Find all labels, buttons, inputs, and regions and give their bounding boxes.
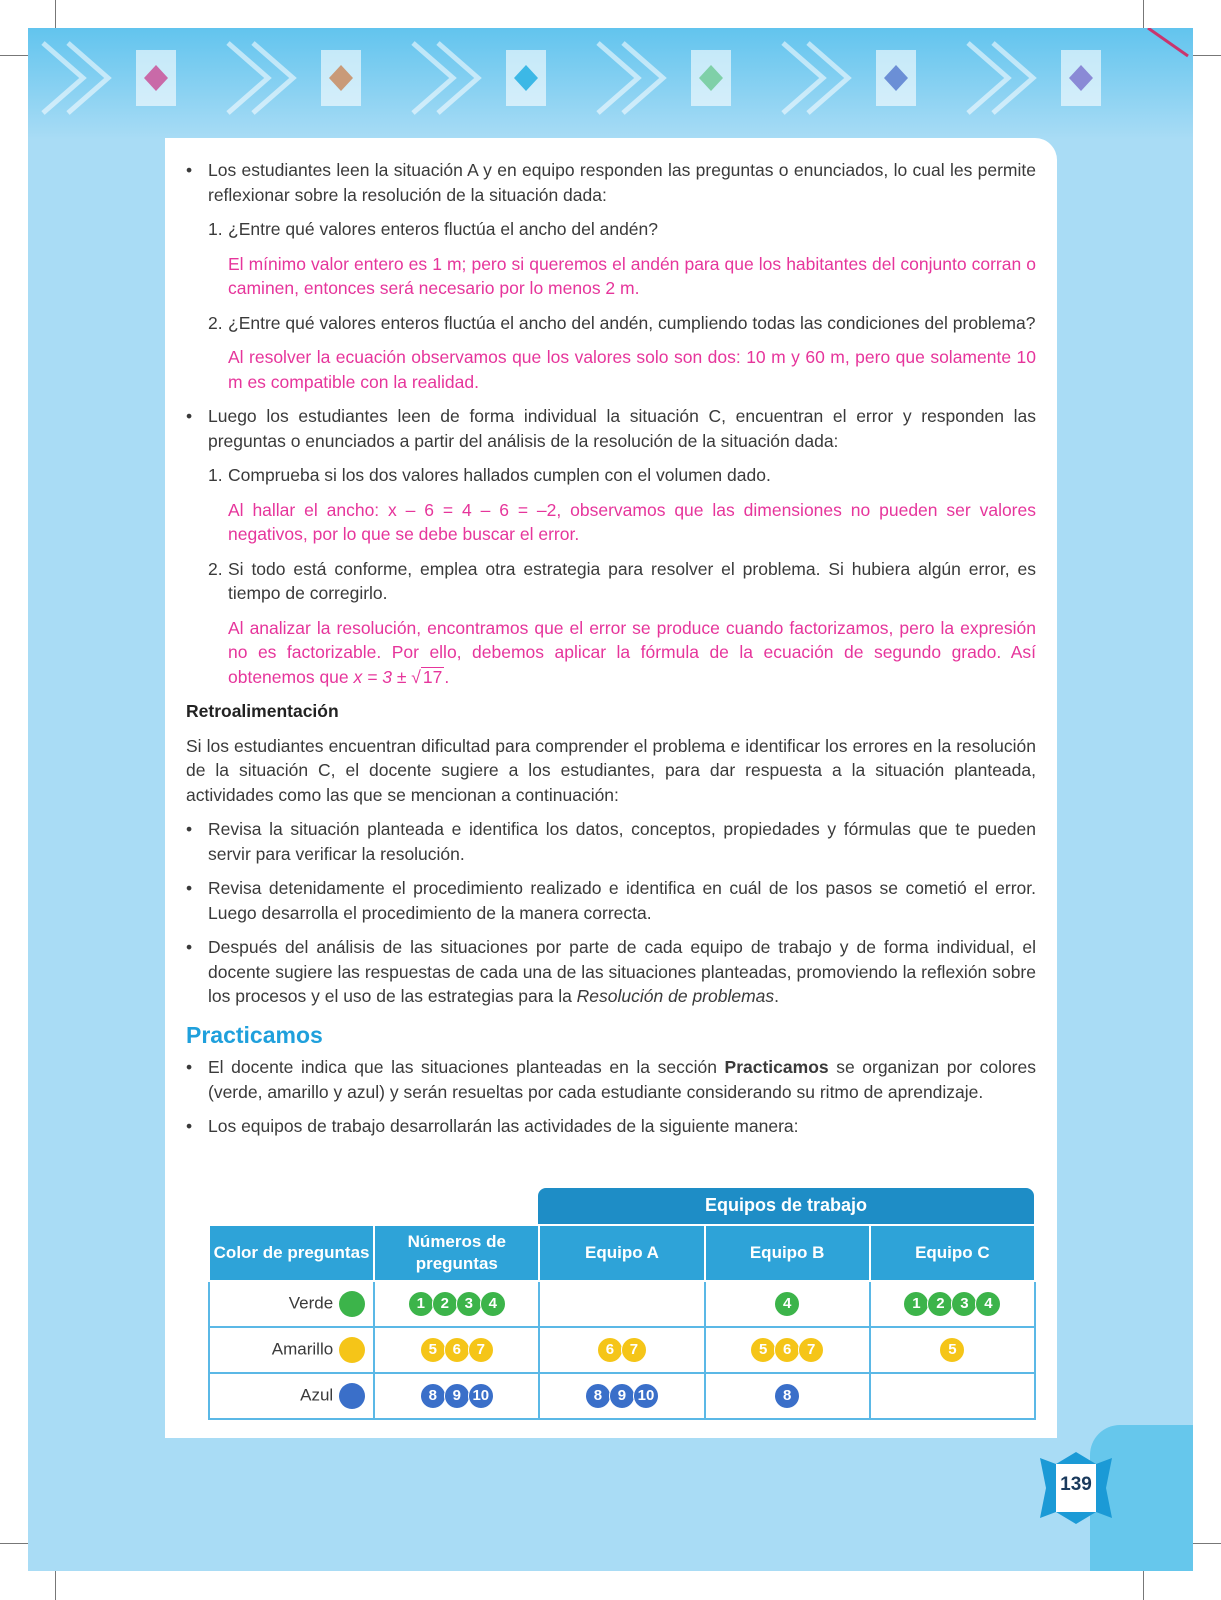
answer-body: Al analizar la resolución, encontramos que el error se produce cuando factorizamos, pero la expresión no es factorizable. Por ello, debemos aplicar la fórmula de la ecuación de segundo grado. Así obtenemos que — [228, 617, 1036, 687]
question-numbers-cell — [705, 1327, 870, 1373]
question-numbers-cell — [374, 1327, 539, 1373]
formula-radicand: 17 — [422, 666, 443, 687]
question-number-ball: 6 — [597, 1337, 623, 1363]
question-number-ball: 7 — [798, 1337, 824, 1363]
bold-term: Practicamos — [724, 1057, 829, 1077]
numbered-question — [186, 463, 1036, 488]
question-number-ball: 8 — [774, 1383, 800, 1409]
answer-text: El mínimo valor entero es 1 m; pero si queremos el andén para que los habitantes del conjunto corran o caminen, entonces será necesario por lo menos 2 m. — [228, 253, 1036, 298]
question-numbers-cell — [870, 1327, 1035, 1373]
formula-end: . — [444, 666, 450, 687]
numbered-question — [186, 311, 1036, 336]
question-number-ball: 3 — [951, 1291, 977, 1317]
table-header-row — [209, 1225, 1035, 1281]
question-number-ball: 4 — [975, 1291, 1001, 1317]
question-text: ¿Entre qué valores enteros fluctúa el ancho del andén? — [228, 219, 659, 239]
question-number-ball: 6 — [774, 1337, 800, 1363]
bullet-item — [186, 1055, 1036, 1104]
table-body — [209, 1281, 1035, 1419]
bullet-item: • Luego los estudiantes leen de forma individual la situación C, encuentran el error y responden las preguntas o enunciados a partir del análisis de la resolución de la situación dada: — [186, 404, 1036, 453]
bullet-end: se organizan por colores (verde, amarillo y azul) y serán resueltas por cada estudiante considerando su ritmo de aprendizaje. — [208, 1057, 1036, 1102]
question-number-ball: 1 — [903, 1291, 929, 1317]
bullet-text: Después del análisis de las situaciones por parte de cada equipo de trabajo y de forma individual, el docente sugiere las respuestas de cada una de las situaciones planteadas, promoviendo la reflexión sobre los procesos y el uso de las estrategias para la — [208, 937, 1036, 1006]
page-content — [186, 158, 1036, 1149]
column-header: Equipo A — [539, 1225, 704, 1281]
paragraph: Si los estudiantes encuentran dificultad para comprender el problema e identificar los errores en la resolución de la situación C, el docente sugiere a los estudiantes, para dar respuesta a la situación planteada, actividades como las que se mencionan a continuación: — [186, 735, 1036, 805]
question-numbers-cell — [539, 1281, 704, 1327]
color-dot-icon — [339, 1383, 365, 1409]
answer-text: Al resolver la ecuación observamos que los valores solo son dos: 10 m y 60 m, pero que solamente 10 m es compatible con la realidad. — [228, 347, 1036, 392]
crop-mark — [0, 1543, 28, 1544]
question-number-ball: 4 — [774, 1291, 800, 1317]
crop-mark — [1193, 55, 1221, 56]
question-numbers-cell — [539, 1327, 704, 1373]
column-header: Equipo B — [705, 1225, 870, 1281]
question-number-ball: 9 — [444, 1383, 470, 1409]
answer-text: Al hallar el ancho: x – 6 = 4 – 6 = –2, observamos que las dimensiones no pueden ser valores negativos, por lo que se debe buscar el error. — [228, 499, 1036, 544]
color-label-cell — [209, 1373, 374, 1419]
question-text: ¿Entre qué valores enteros fluctúa el ancho del andén, cumpliendo todas las condiciones del problema? — [228, 312, 1036, 333]
column-header: Color de preguntas — [209, 1225, 374, 1281]
bullet-item: • Los equipos de trabajo desarrollarán las actividades de la siguiente manera: — [186, 1114, 1036, 1139]
bullet-item — [186, 935, 1036, 1009]
numbered-question — [186, 557, 1036, 606]
question-number-ball: 1 — [408, 1291, 434, 1317]
bullet-item: • Revisa la situación planteada e identifica los datos, conceptos, propiedades y fórmulas que te pueden servir para verificar la resolución. — [186, 817, 1036, 866]
answer-text — [186, 616, 1036, 690]
section-heading-retroalimentacion: Retroalimentación — [186, 701, 339, 721]
teams-group-header: Equipos de trabajo — [538, 1188, 1034, 1224]
question-number-ball: 8 — [585, 1383, 611, 1409]
question-numbers-cell — [374, 1281, 539, 1327]
color-label-cell — [209, 1281, 374, 1327]
formula: x = 3 ± √ 17 . — [353, 666, 450, 687]
page-number: 139 — [1060, 1474, 1092, 1495]
color-label: Azul — [300, 1385, 334, 1405]
italic-term: Resolución de problemas — [576, 986, 775, 1006]
color-dot-icon — [339, 1291, 365, 1317]
bullet-item: • Los estudiantes leen la situación A y en equipo responden las preguntas o enunciados, lo cual les permite reflexionar sobre la resolución de la situación dada: — [186, 158, 1036, 207]
table-row — [209, 1281, 1035, 1327]
question-numbers-cell — [870, 1373, 1035, 1419]
crop-mark — [55, 0, 56, 28]
question-number: 1. — [208, 465, 223, 485]
question-number-ball: 5 — [750, 1337, 776, 1363]
column-header: Equipo C — [870, 1225, 1035, 1281]
decorative-banner — [28, 28, 1193, 140]
bullet-item: • Revisa detenidamente el procedimiento realizado e identifica en cuál de los pasos se cometió el error. Luego desarrolla el procedimiento de la manera correcta. — [186, 876, 1036, 925]
question-number: 2. — [208, 558, 223, 579]
question-number-ball: 9 — [609, 1383, 635, 1409]
formula-prefix: x = 3 ± — [353, 666, 412, 687]
numbered-question — [186, 217, 1036, 242]
question-numbers-cell — [870, 1281, 1035, 1327]
question-numbers-cell — [539, 1373, 704, 1419]
crop-mark — [1143, 1571, 1144, 1600]
crop-mark — [55, 1571, 56, 1600]
question-number-ball: 6 — [444, 1337, 470, 1363]
question-number-ball: 5 — [939, 1337, 965, 1363]
question-text: Si todo está conforme, emplea otra estrategia para resolver el problema. Si hubiera algún error, es tiempo de corregirlo. — [228, 558, 1036, 603]
question-numbers-cell — [705, 1373, 870, 1419]
section-heading-practicamos: Practicamos — [186, 1021, 323, 1048]
question-number-ball: 3 — [456, 1291, 482, 1317]
question-number-ball: 10 — [633, 1383, 659, 1409]
table-row — [209, 1327, 1035, 1373]
question-number-ball: 2 — [432, 1291, 458, 1317]
teams-table — [208, 1224, 1036, 1420]
question-number-ball: 10 — [468, 1383, 494, 1409]
crop-mark — [1193, 1543, 1221, 1544]
question-numbers-cell — [374, 1373, 539, 1419]
color-label-cell — [209, 1327, 374, 1373]
question-number-ball: 7 — [468, 1337, 494, 1363]
question-number-ball: 4 — [480, 1291, 506, 1317]
question-number-ball: 7 — [621, 1337, 647, 1363]
crop-mark — [0, 55, 28, 56]
table-row — [209, 1373, 1035, 1419]
question-numbers-cell — [705, 1281, 870, 1327]
crop-mark — [1143, 0, 1144, 28]
bullet-text: El docente indica que las situaciones planteadas en la sección — [208, 1057, 725, 1077]
column-header: Números de preguntas — [374, 1225, 539, 1281]
question-number: 1. — [208, 219, 223, 239]
question-text: Comprueba si los dos valores hallados cumplen con el volumen dado. — [228, 465, 771, 485]
question-number-ball: 5 — [420, 1337, 446, 1363]
color-label: Amarillo — [271, 1339, 334, 1359]
bullet-end: . — [774, 986, 780, 1006]
color-dot-icon — [339, 1337, 365, 1363]
question-number: 2. — [208, 312, 223, 333]
question-number-ball: 2 — [927, 1291, 953, 1317]
question-number-ball: 8 — [420, 1383, 446, 1409]
color-label: Verde — [288, 1293, 334, 1313]
